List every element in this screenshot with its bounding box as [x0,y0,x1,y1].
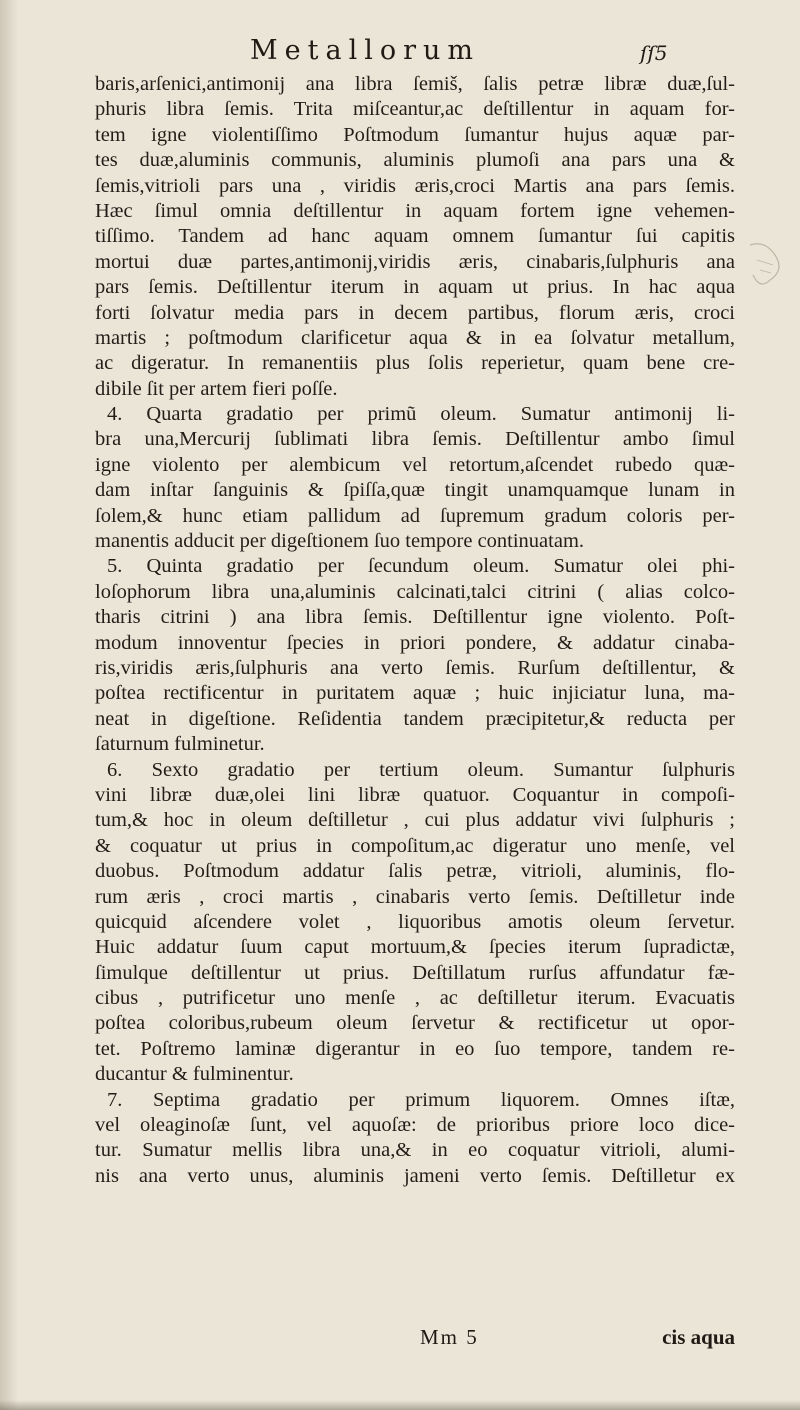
text-line: modum innoventur ſpecies in priori pondere, & addatur cinaba- [95,631,735,654]
text-line: igne violento per alembicum vel retortum,aſcendet rubedo quæ- [95,453,735,476]
text-line: ris,viridis æris,ſulphuris ana verto ſemis. Rurſum deſtillentur, & [95,656,735,679]
text-line: martis ; poſtmodum clarificetur aqua & in ea ſolvatur metallum, [95,326,735,349]
text-line: neat in digeſtione. Reſidentia tandem præcipitetur,& reducta per [95,707,735,730]
text-line: vel oleaginoſæ ſunt, vel aquoſæ: de prioribus priore loco dice- [95,1114,735,1137]
text-line: tharis citrini ) ana libra ſemis. Deſtillentur igne violento. Poſt- [95,606,735,629]
marginal-ink-mark [745,235,785,295]
text-line: tum,& hoc in oleum deſtilletur , cui plus addatur vivi ſulphuris ; [95,809,735,832]
signature-mark: Mm 5 [420,1325,479,1349]
text-line: ſimulque deſtillentur ut prius. Deſtillatum rurſus affundatur fæ- [95,961,735,984]
page-number: ſſ5 [640,41,668,65]
text-line: ſaturnum fulminetur. [95,733,265,756]
text-line: poſtea rectificentur in puritatem aquæ ; huic injiciatur luna, ma- [95,682,735,705]
text-line: tes duæ,aluminis communis, aluminis plumoſi ana pars una & [95,149,735,172]
text-line: pars ſemis. Deſtillentur iterum in aquam ut prius. In hac aqua [95,276,735,299]
text-line: 5. Quinta gradatio per ſecundum oleum. Sumatur olei phi- [107,555,735,578]
text-line: tur. Sumatur mellis libra una,& in eo coquatur vitrioli, alumi- [95,1139,735,1162]
text-line: quicquid aſcendere volet , liquoribus amotis oleum ſervetur. [95,910,735,933]
text-line: & coquatur ut prius in compoſitum,ac digeratur uno menſe, vel [95,834,735,857]
text-line: Huic addatur ſuum caput mortuum,& ſpecies iterum ſupradictæ, [95,936,735,959]
text-line: cibus , putrificetur uno menſe , ac deſtilletur iterum. Evacuatis [95,987,735,1010]
text-line: loſophorum libra una,aluminis calcinati,talci citrini ( alias colco- [95,580,735,603]
text-line: 7. Septima gradatio per primum liquorem. Omnes iſtæ, [107,1088,735,1111]
running-head [0,35,800,75]
text-line: mortui duæ partes,antimonij,viridis æris, cinabaris,ſulphuris ana [95,250,735,273]
text-line: poſtea coloribus,rubeum oleum ſervetur & rectificetur ut opor- [95,1012,735,1035]
text-line: tem igne violentiſſimo Poſtmodum ſumantur hujus aquæ par- [95,123,735,146]
page-bottom-shadow [0,1400,800,1410]
text-line: ac digeratur. In remanentiis plus ſolis reperietur, quam bene cre- [95,352,735,375]
page-footer [95,1325,735,1353]
text-line: nis ana verto unus, aluminis jameni verto ſemis. Deſtilletur ex [95,1164,735,1187]
text-line: ducantur & fulminentur. [95,1063,294,1086]
body-text [95,72,735,1189]
text-line: ſolem,& hunc etiam pallidum ad ſupremum gradum coloris per- [95,504,735,527]
text-line: bra una,Mercurij ſublimati libra ſemis. Deſtillentur ambo ſimul [95,428,735,451]
running-head-title: Metallorum [250,35,480,66]
text-line: baris,arſenici,antimonij ana libra ſemiš, ſalis petræ libræ duæ,ſul- [95,73,735,95]
text-line: ſemis,vitrioli pars una , viridis æris,croci Martis ana pars ſemis. [95,174,735,197]
text-line: Hæc ſimul omnia deſtillentur in aquam fortem igne vehemen- [95,199,735,222]
text-line: tiſſimo. Tandem ad hanc aquam omnem ſumantur ſui capitis [95,225,735,248]
text-line: forti ſolvatur media pars in decem partibus, florum æris, croci [95,301,735,324]
text-line: phuris libra ſemis. Trita miſceantur,ac deſtillentur in aquam for- [95,98,735,121]
text-line: tet. Poſtremo laminæ digerantur in eo ſuo tempore, tandem re- [95,1037,735,1060]
catchword: cis aqua [662,1325,735,1349]
text-line: rum æris , croci martis , cinabaris verto ſemis. Deſtilletur inde [95,885,735,908]
text-line: dam inſtar ſanguinis & ſpiſſa,quæ tingit unamquamque lunam in [95,479,735,502]
text-line: 4. Quarta gradatio per primũ oleum. Sumatur antimonij li- [107,403,735,426]
text-line: duobus. Poſtmodum addatur ſalis petræ, vitrioli, aluminis, flo- [95,860,735,883]
text-line: vini libræ duæ,olei lini libræ quatuor. Coquantur in compoſi- [95,783,735,806]
text-line: 6. Sexto gradatio per tertium oleum. Sumantur ſulphuris [107,758,735,781]
text-line: dibile ſit per artem fieri poſſe. [95,377,338,400]
text-line: manentis adducit per digeſtionem ſuo tempore continuatam. [95,530,585,553]
page-edge-shadow [0,0,18,1410]
